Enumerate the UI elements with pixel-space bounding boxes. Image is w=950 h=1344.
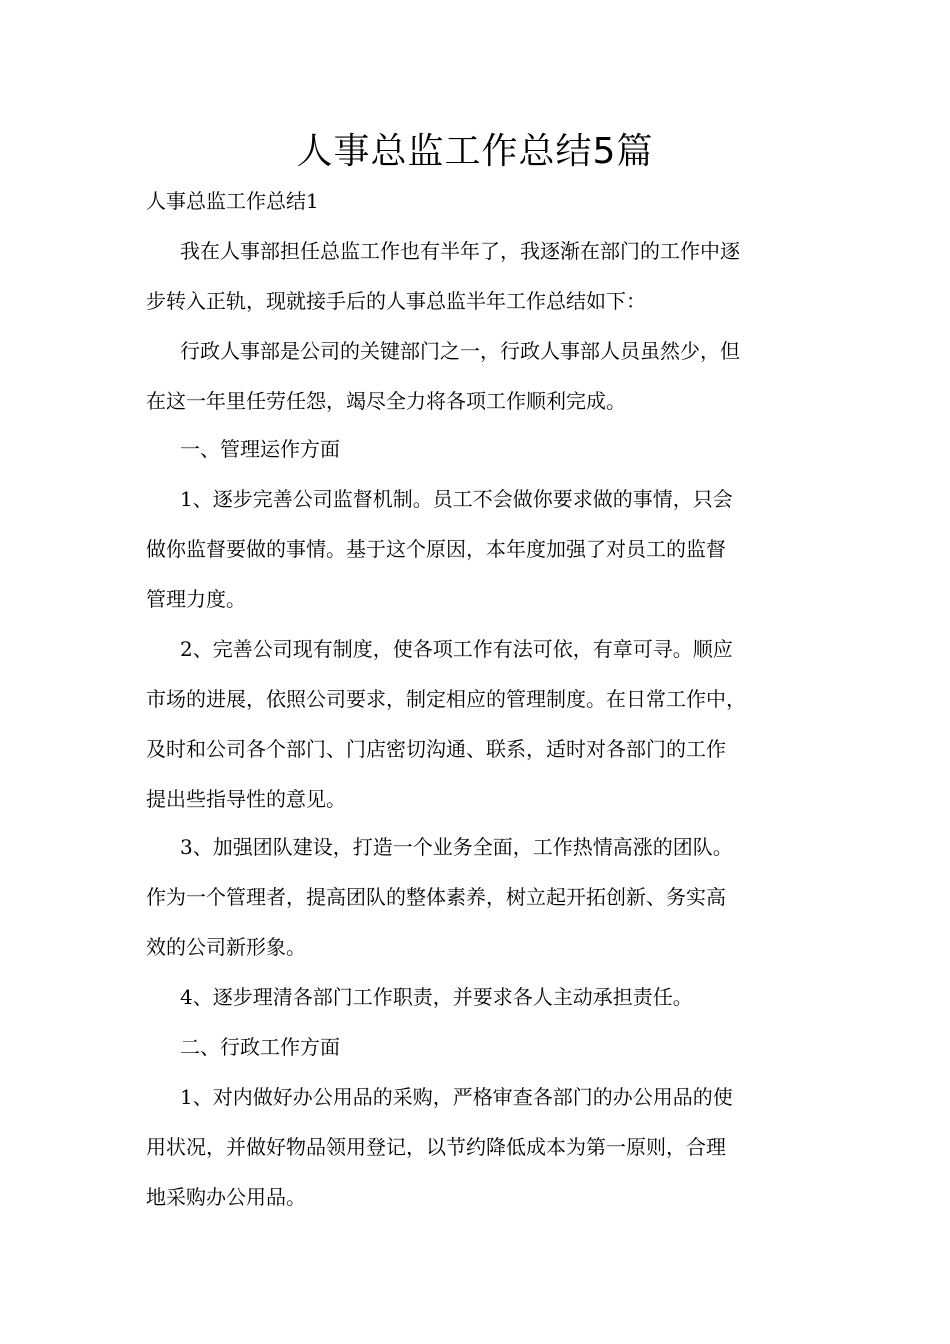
paragraph-line: 步转入正轨，现就接手后的人事总监半年工作总结如下： [146,289,646,313]
paragraph-line: 及时和公司各个部门、门店密切沟通、联系，适时对各部门的工作 [146,737,726,761]
paragraph-line: 管理力度。 [146,587,246,611]
subheading-line: 一、管理运作方面 [180,437,340,461]
subheading-line: 二、行政工作方面 [180,1035,340,1059]
paragraph-line: 用状况，并做好物品领用登记，以节约降低成本为第一原则，合理 [146,1135,726,1159]
paragraph-line: 我在人事部担任总监工作也有半年了，我逐渐在部门的工作中逐 [180,239,740,263]
paragraph-line: 1、逐步完善公司监督机制。员工不会做你要求做的事情，只会 [180,487,733,511]
paragraph-line: 在这一年里任劳任怨，竭尽全力将各项工作顺利完成。 [146,389,626,413]
paragraph-line: 效的公司新形象。 [146,935,306,959]
paragraph-line: 作为一个管理者，提高团队的整体素养，树立起开拓创新、务实高 [146,885,726,909]
document-title: 人事总监工作总结5篇 [296,131,654,172]
paragraph-line: 2、完善公司现有制度，使各项工作有法可依，有章可寻。顺应 [180,637,733,661]
paragraph-line: 提出些指导性的意见。 [146,787,346,811]
paragraph-line: 3、加强团队建设，打造一个业务全面，工作热情高涨的团队。 [180,835,733,859]
paragraph-line: 地采购办公用品。 [146,1185,306,1209]
paragraph-line: 做你监督要做的事情。基于这个原因，本年度加强了对员工的监督 [146,537,726,561]
section-heading: 人事总监工作总结1 [146,189,319,213]
paragraph-line: 行政人事部是公司的关键部门之一，行政人事部人员虽然少，但 [180,339,740,363]
paragraph-line: 4、逐步理清各部门工作职责，并要求各人主动承担责任。 [180,985,693,1009]
paragraph-line: 市场的进展，依照公司要求，制定相应的管理制度。在日常工作中， [146,687,746,711]
paragraph-line: 1、对内做好办公用品的采购，严格审查各部门的办公用品的使 [180,1085,733,1109]
